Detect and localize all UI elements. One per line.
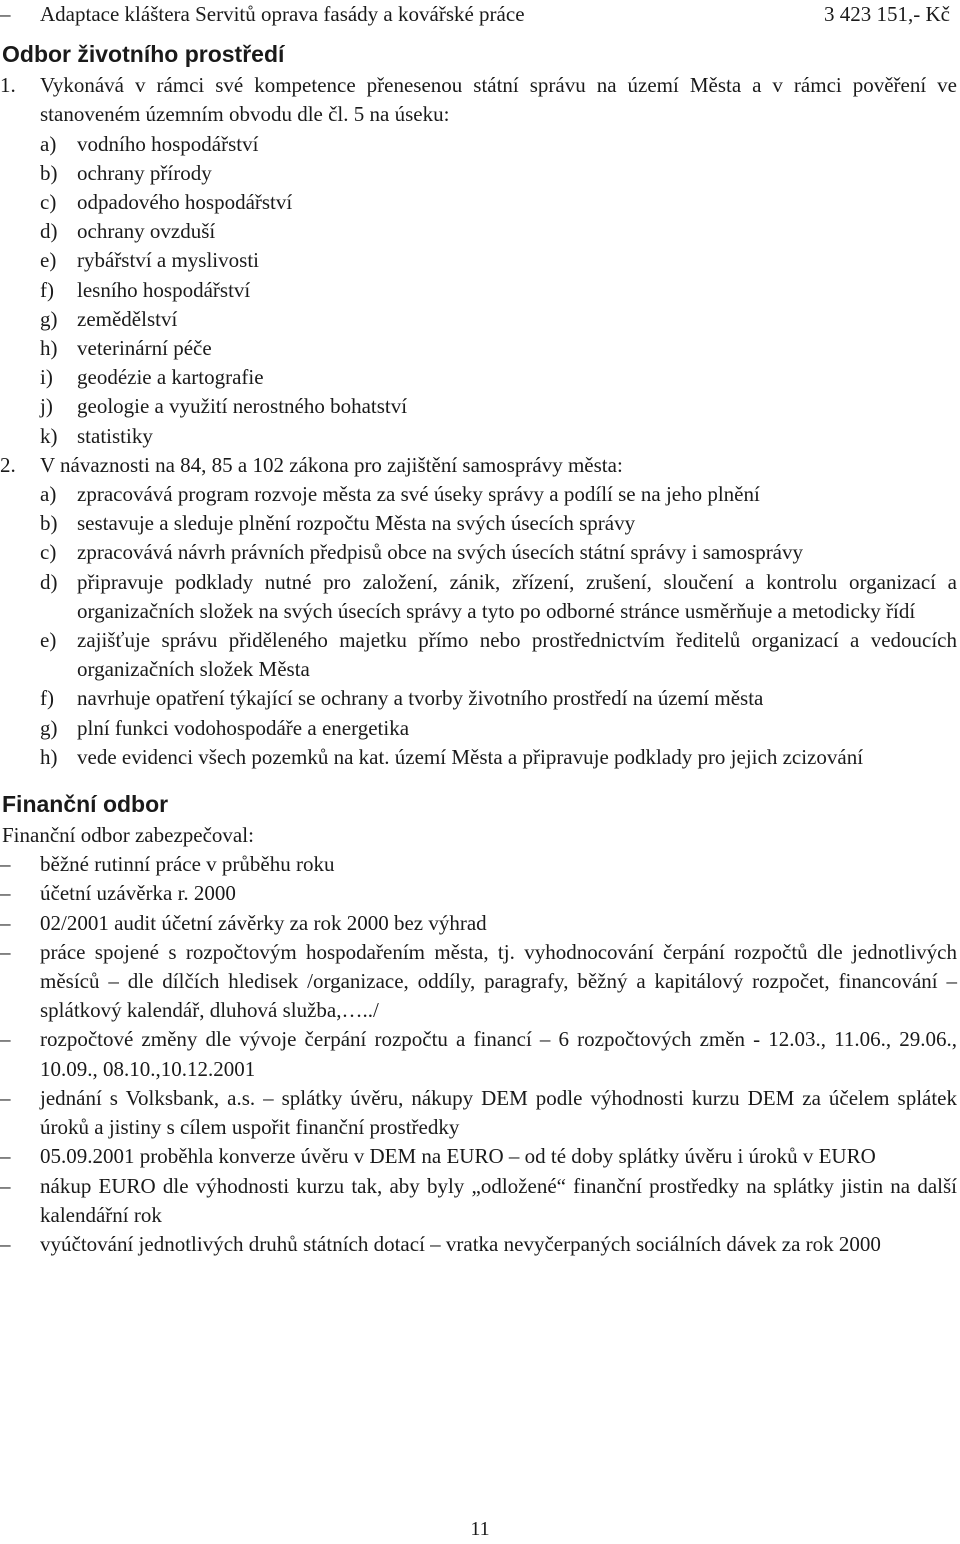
item-text: V návaznosti na 84, 85 a 102 zákona pro zajištění samosprávy města: <box>40 452 623 477</box>
dash-bullet: – <box>0 1027 11 1052</box>
sub-text: odpadového hospodářství <box>77 190 293 214</box>
finance-intro: Finanční odbor zabezpečoval: <box>2 823 254 848</box>
sub-label: b) <box>40 511 58 536</box>
sub-text: plní funkci vodohospodáře a energetika <box>77 715 410 740</box>
sub-item <box>0 392 960 421</box>
dash-item-text: 05.09.2001 proběhla konverze úvěru v DEM na EURO – od té doby splátky úvěru i úroků v EURO <box>40 1144 876 1169</box>
dash-bullet: – <box>0 939 11 964</box>
sub-item <box>0 743 960 772</box>
sub-item <box>0 509 960 538</box>
sub-label: i) <box>40 365 53 390</box>
dash-list-item <box>0 938 960 1026</box>
dash-bullet: – <box>0 910 11 935</box>
numbered-item <box>0 71 960 129</box>
dash-item-text: nákup EURO dle výhodnosti kurzu tak, aby byly „odložené“ finanční prostředky na splátky jistin na další kalendářní rok <box>40 1173 957 1227</box>
section-heading-environment: Odbor životního prostředí <box>2 41 285 68</box>
dash-bullet: – <box>0 1231 11 1256</box>
sub-text: rybářství a myslivosti <box>77 248 259 273</box>
sub-text: vede evidenci všech pozemků na kat. území Města a připravuje podklady pro jejich zcizování <box>77 744 864 769</box>
finance-list <box>0 850 960 1259</box>
sub-item <box>0 626 960 684</box>
dash-bullet: – <box>0 852 11 877</box>
dash-bullet: – <box>0 881 11 906</box>
sub-text: geologie a využití nerostného bohatství <box>77 394 408 419</box>
sub-text: sestavuje a sleduje plnění rozpočtu Města na svých úsecích správy <box>77 511 636 536</box>
sub-item <box>0 217 960 246</box>
expense-text: Adaptace kláštera Servitů oprava fasády a kovářské práce <box>40 2 525 26</box>
sub-label: h) <box>40 744 58 769</box>
sub-label: k) <box>40 423 58 448</box>
sub-text: ochrany přírody <box>77 160 212 185</box>
sub-text: lesního hospodářství <box>77 277 251 302</box>
dash-list-item <box>0 1230 960 1259</box>
sub-text: veterinární péče <box>77 336 212 361</box>
sub-label: j) <box>40 394 53 419</box>
sub-item <box>0 714 960 743</box>
sub-label: f) <box>40 277 54 302</box>
dash-item-text: vyúčtování jednotlivých druhů státních dotací – vratka nevyčerpaných sociálních dávek za rok 2000 <box>40 1231 881 1256</box>
expense-amount: 3 423 151,- Kč <box>824 2 950 26</box>
dash-bullet: – <box>0 1173 11 1198</box>
sub-label: a) <box>40 482 57 507</box>
dash-item-text: jednání s Volksbank, a.s. – splátky úvěru, nákupy DEM podle výhodnosti kurzu DEM za účelem splátek úroků a jistiny s cílem uspořit finanční prostředky <box>40 1085 957 1140</box>
sub-text: geodézie a kartografie <box>77 365 264 390</box>
sub-item <box>0 159 960 188</box>
dash-bullet: – <box>0 1144 11 1169</box>
sub-label: d) <box>40 219 58 244</box>
sublist-competences <box>0 130 960 451</box>
sub-text: zemědělství <box>77 306 178 331</box>
sub-label: d) <box>40 569 58 594</box>
dash-list-item <box>0 1142 960 1171</box>
sub-text: zpracovává návrh právních předpisů obce na svých úsecích státní správy i samosprávy <box>77 540 804 565</box>
numbered-item <box>0 451 960 480</box>
sub-text: vodního hospodářství <box>77 131 259 156</box>
item-number: 1. <box>0 73 16 98</box>
sub-item <box>0 334 960 363</box>
expense-line <box>0 0 960 29</box>
sub-text: zpracovává program rozvoje města za své úseky správy a podílí se na jeho plnění <box>77 482 760 507</box>
sublist-self-government <box>0 480 960 772</box>
sub-text: statistiky <box>77 423 153 448</box>
item-number: 2. <box>0 452 16 477</box>
dash-bullet: – <box>0 1085 11 1110</box>
dash-list-item <box>0 879 960 908</box>
sub-text: navrhuje opatření týkající se ochrany a tvorby životního prostředí na území města <box>77 686 764 711</box>
dash-list-item <box>0 1025 960 1083</box>
sub-label: a) <box>40 131 57 156</box>
item-text: Vykonává v rámci své kompetence přenesenou státní správu na území Města a v rámci pověření ve stanoveném územním obvodu dle čl. 5 na úseku: <box>40 73 957 127</box>
page-number: 11 <box>470 1518 490 1540</box>
dash-item-text: účetní uzávěrka r. 2000 <box>40 881 236 906</box>
sub-item <box>0 276 960 305</box>
sub-item <box>0 305 960 334</box>
dash-item-text: rozpočtové změny dle vývoje čerpání rozpočtu a financí – 6 rozpočtových změn - 12.03., 11.06., 29.06., 10.09., 08.10.,10.12.2001 <box>40 1027 957 1081</box>
section-heading-finance: Finanční odbor <box>2 791 169 818</box>
dash-list-item <box>0 909 960 938</box>
sub-label: c) <box>40 190 57 214</box>
dash-item-text: 02/2001 audit účetní závěrky za rok 2000 bez výhrad <box>40 910 487 935</box>
dash-list-item <box>0 1172 960 1230</box>
sub-label: b) <box>40 160 58 185</box>
sub-item <box>0 422 960 451</box>
sub-item <box>0 363 960 392</box>
sub-label: g) <box>40 715 58 740</box>
sub-text: zajišťuje správu přiděleného majetku přímo nebo prostřednictvím ředitelů organizací a vedoucích organizačních složek Města <box>77 628 957 682</box>
sub-text: připravuje podklady nutné pro založení, zánik, zřízení, zrušení, sloučení a kontrolu organizací a organizačních složek na svých úsecích správy a tyto po odborné stránce usměrňuje a metodicky řídí <box>77 569 957 623</box>
sub-item <box>0 188 960 217</box>
dash-item-text: běžné rutinní práce v průběhu roku <box>40 852 335 877</box>
sub-item <box>0 568 960 626</box>
sub-label: f) <box>40 686 54 711</box>
dash-bullet: – <box>0 2 11 26</box>
sub-item <box>0 130 960 159</box>
sub-label: e) <box>40 628 57 653</box>
dash-list-item <box>0 1084 960 1142</box>
dash-item-text: práce spojené s rozpočtovým hospodařením města, tj. vyhodnocování čerpání rozpočtů dle jednotlivých měsíců – dle dílčích hledisek /organizace, oddíly, paragrafy, běžný a kapitálový rozpočet, financování – splátkový kalendář, dluhová služba,…../ <box>40 939 957 1023</box>
sub-label: e) <box>40 248 57 273</box>
sub-item <box>0 246 960 275</box>
sub-label: h) <box>40 336 58 361</box>
sub-label: g) <box>40 306 58 331</box>
sub-item <box>0 538 960 567</box>
sub-text: ochrany ovzduší <box>77 219 216 244</box>
sub-item <box>0 480 960 509</box>
sub-item <box>0 684 960 713</box>
dash-list-item <box>0 850 960 879</box>
sub-label: c) <box>40 540 57 565</box>
env-list <box>0 71 960 772</box>
